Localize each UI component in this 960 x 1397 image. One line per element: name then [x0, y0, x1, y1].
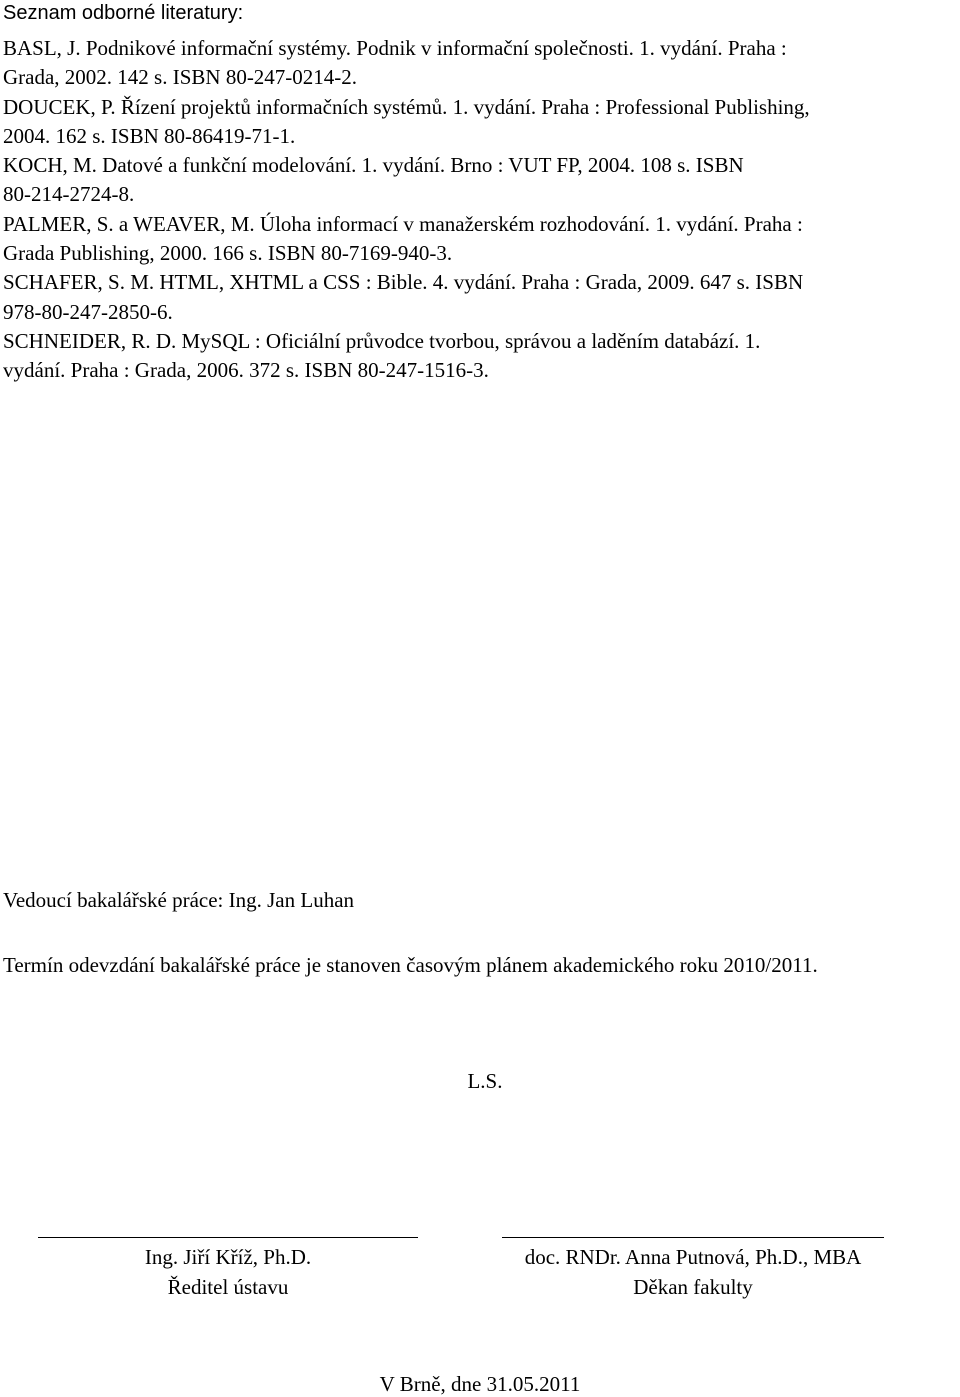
reference-line: KOCH, M. Datové a funkční modelování. 1. vydání. Brno : VUT FP, 2004. 108 s. ISBN — [3, 153, 744, 178]
deadline-statement: Termín odevzdání bakalářské práce je stanoven časovým plánem akademického roku 2010/2011. — [3, 953, 818, 977]
signatory-role: Děkan fakulty — [633, 1275, 753, 1299]
signature-line — [502, 1237, 884, 1238]
signatory-role: Ředitel ústavu — [167, 1275, 289, 1299]
reference-line: SCHAFER, S. M. HTML, XHTML a CSS : Bible. 4. vydání. Praha : Grada, 2009. 647 s. ISBN — [3, 270, 804, 295]
place-and-date: V Brně, dne 31.05.2011 — [379, 1372, 581, 1396]
reference-line: Grada Publishing, 2000. 166 s. ISBN 80-7169-940-3. — [3, 241, 453, 266]
reference-line: 80-214-2724-8. — [3, 182, 135, 207]
reference-line: 978-80-247-2850-6. — [3, 299, 173, 324]
references-heading: Seznam odborné literatury: — [3, 2, 244, 24]
seal-placeholder: L.S. — [467, 1069, 503, 1093]
signatory-name: doc. RNDr. Anna Putnová, Ph.D., MBA — [524, 1245, 862, 1269]
reference-line: Grada, 2002. 142 s. ISBN 80-247-0214-2. — [3, 65, 358, 90]
reference-line: SCHNEIDER, R. D. MySQL : Oficiální průvodce tvorbou, správou a laděním databází. 1. — [3, 328, 761, 353]
signature-line — [38, 1237, 418, 1238]
signature-block-dean — [502, 1237, 884, 1302]
reference-line: vydání. Praha : Grada, 2006. 372 s. ISBN 80-247-1516-3. — [3, 358, 489, 383]
reference-list — [3, 34, 943, 386]
reference-line: BASL, J. Podnikové informační systémy. Podnik v informační společnosti. 1. vydání. Praha : — [3, 36, 787, 60]
reference-line: 2004. 162 s. ISBN 80-86419-71-1. — [3, 123, 296, 148]
reference-line: PALMER, S. a WEAVER, M. Úloha informací v manažerském rozhodování. 1. vydání. Praha : — [3, 211, 803, 236]
signatory-name: Ing. Jiří Kříž, Ph.D. — [144, 1245, 312, 1269]
reference-line: DOUCEK, P. Řízení projektů informačních systémů. 1. vydání. Praha : Professional Publishing, — [3, 94, 810, 119]
supervisor-line: Vedoucí bakalářské práce: Ing. Jan Luhan — [3, 888, 355, 912]
signature-block-director — [38, 1237, 418, 1302]
